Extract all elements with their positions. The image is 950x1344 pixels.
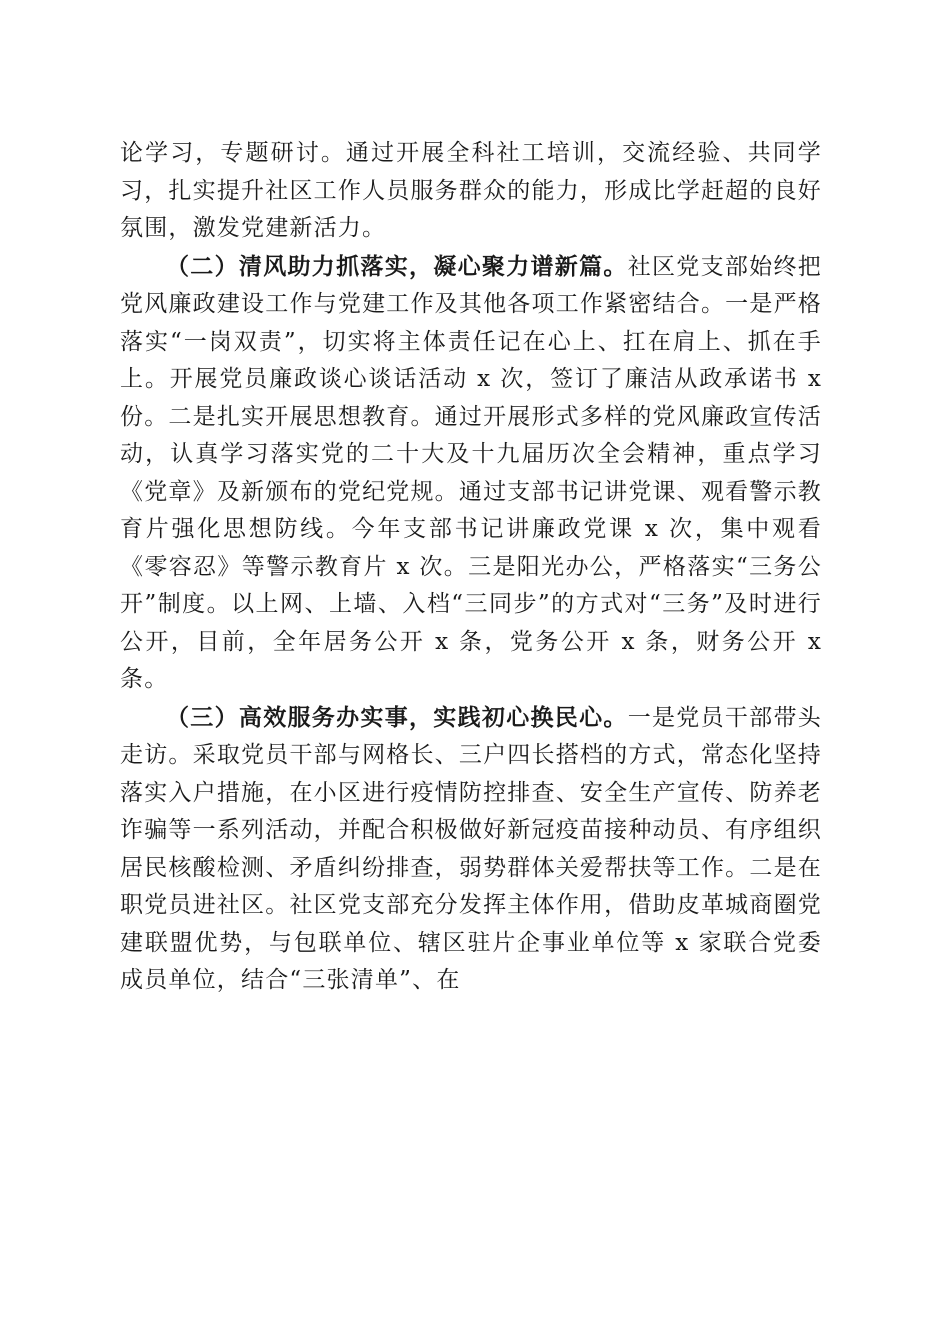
section-heading-3: （三）高效服务办实事，实践初心换民心。 <box>166 703 628 731</box>
paragraph-3-text: 一是党员干部带头走访。采取党员干部与网格长、三户四长搭档的方式，常态化坚持落实入户措施，在小区进行疫情防控排查、安全生产宣传、防养老诈骗等一系列活动，并配合积极做好新冠疫苗接种动员、有序组织居民核酸检测、矛盾纠纷排查，弱势群体关爱帮扶等工作。二是在职党员进社区。社区党支部充分发挥主体作用，借助皮革城商圈党建联盟优势，与包联单位、辖区驻片企事业单位等 x 家联合党委成员单位，结合“三张清单”、在 <box>120 704 822 993</box>
section-heading-2: （二）清风助力抓落实，凝心聚力谱新篇。 <box>166 252 628 280</box>
paragraph-1 <box>120 135 822 248</box>
document-body <box>120 135 822 1000</box>
paragraph-3 <box>120 699 822 1000</box>
paragraph-2 <box>120 248 822 699</box>
paragraph-1-text: 论学习，专题研讨。通过开展全科社工培训，交流经验、共同学习，扎实提升社区工作人员服务群众的能力，形成比学赶超的良好氛围，激发党建新活力。 <box>120 140 822 241</box>
paragraph-2-text: 社区党支部始终把党风廉政建设工作与党建工作及其他各项工作紧密结合。一是严格落实“一岗双责”，切实将主体责任记在心上、扛在肩上、抓在手上。开展党员廉政谈心谈话活动 x 次，签订了廉洁从政承诺书 x 份。二是扎实开展思想教育。通过开展形式多样的党风廉政宣传活动，认真学习落实党的二十大及十九届历次全会精神，重点学习《党章》及新颁布的党纪党规。通过支部书记讲党课、观看警示教育片强化思想防线。今年支部书记讲廉政党课 x 次，集中观看《零容忍》等警示教育片 x 次。三是阳光办公，严格落实“三务公开”制度。以上网、上墙、入档“三同步”的方式对“三务”及时进行公开，目前，全年居务公开 x 条，党务公开 x 条，财务公开 x 条。 <box>120 253 822 692</box>
